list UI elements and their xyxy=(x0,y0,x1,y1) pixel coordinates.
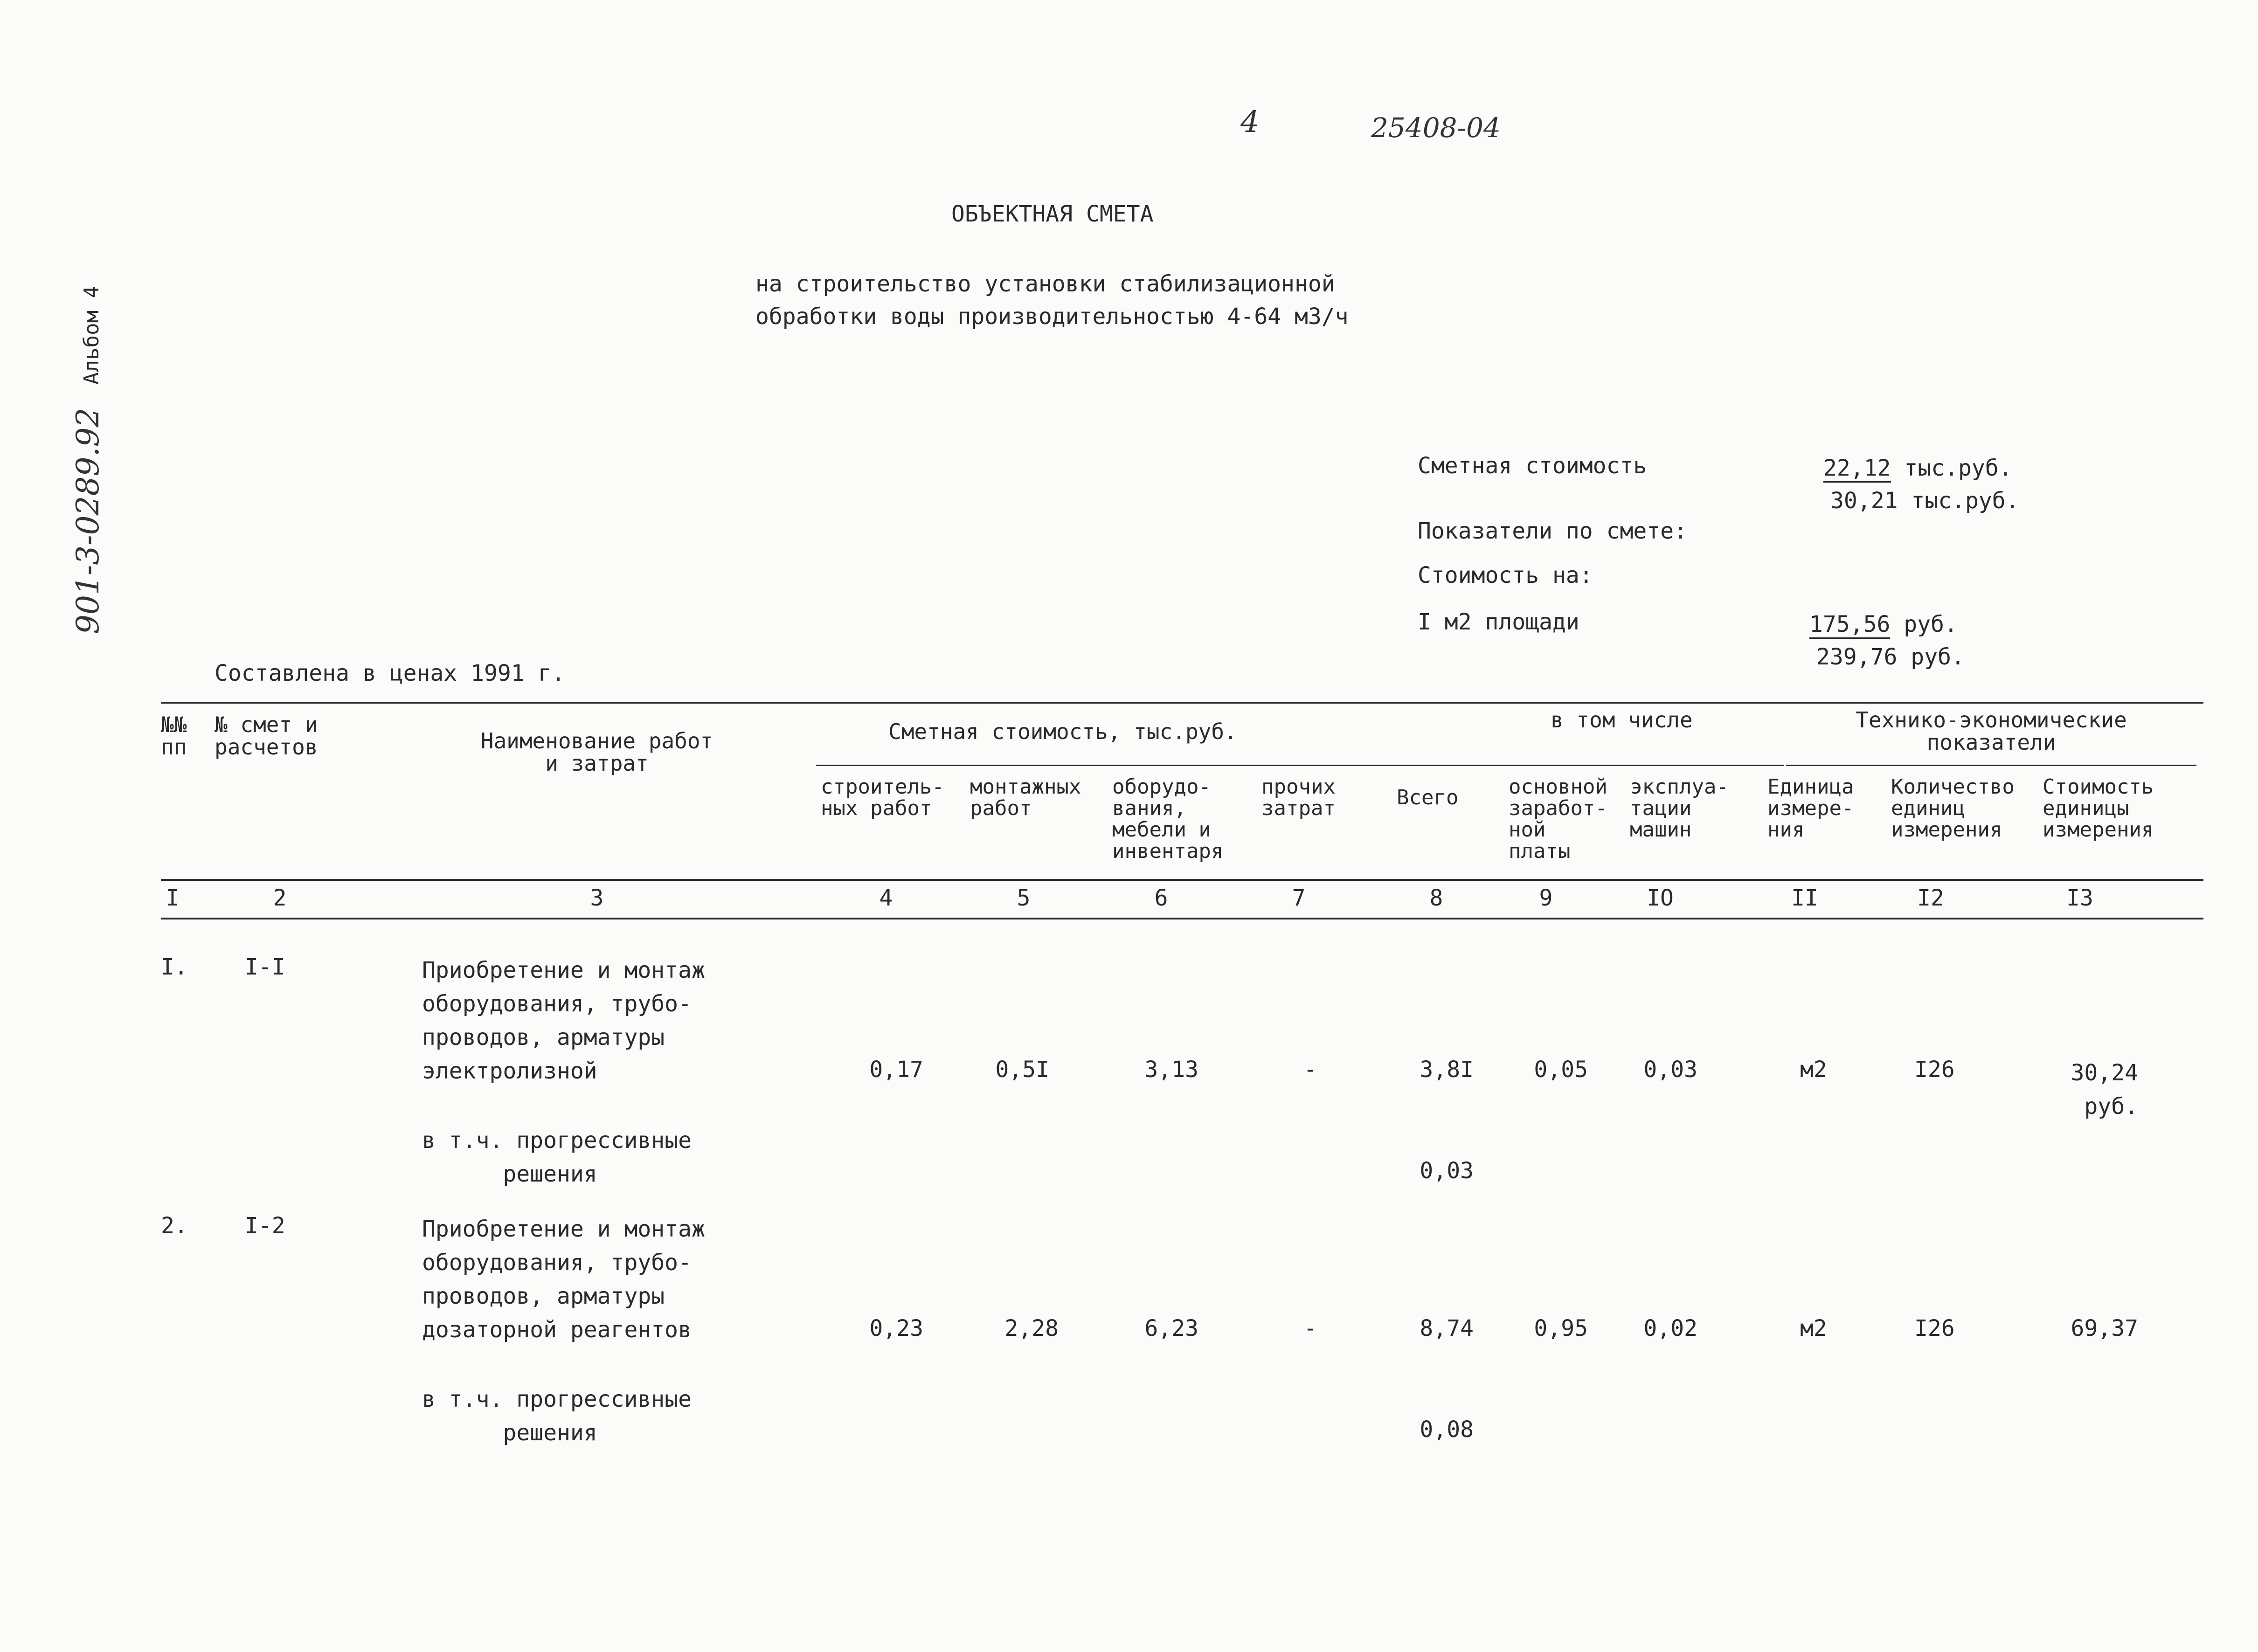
row-1-ref: I-I xyxy=(245,954,285,980)
row-2-number: 2. xyxy=(161,1213,188,1239)
row-2-other: - xyxy=(1303,1315,1317,1341)
header-unit-quantity: Количество единиц измерения xyxy=(1891,775,2015,842)
row-1-unit: м2 xyxy=(1800,1057,1827,1083)
row-2-quantity: I26 xyxy=(1914,1315,1955,1341)
column-number: 5 xyxy=(1017,885,1031,911)
row-2-unit-cost: 69,37 xyxy=(2071,1315,2138,1341)
header-unit: Единица измере- ния xyxy=(1767,775,1854,842)
area-label: I м2 площади xyxy=(1418,609,1579,635)
estimated-cost-value xyxy=(1823,455,2012,482)
estimated-cost-unit: тыс.руб. xyxy=(1904,455,2012,481)
column-number: 4 xyxy=(879,885,893,911)
header-equipment: оборудо- вания, мебели и инвентаря xyxy=(1112,775,1224,863)
row-2-progressive-total: 0,08 xyxy=(1420,1417,1474,1443)
column-number: I xyxy=(166,885,180,911)
column-number: 9 xyxy=(1539,885,1553,911)
column-number: 3 xyxy=(590,885,604,911)
column-number: 8 xyxy=(1429,885,1443,911)
cost-group-rule xyxy=(816,765,1784,766)
table-top-rule xyxy=(161,702,2203,704)
estimated-cost-value-2: 30,21 тыс.руб. xyxy=(1830,488,2019,514)
header-installation-works: монтажных работ xyxy=(970,775,1081,820)
header-work-name: Наименование работ и затрат xyxy=(480,728,713,776)
header-other-costs: прочих затрат xyxy=(1261,775,1336,820)
row-1-equipment: 3,13 xyxy=(1144,1057,1198,1083)
header-bottom-rule xyxy=(161,879,2203,881)
column-number: II xyxy=(1791,885,1818,911)
row-1-installation: 0,5I xyxy=(995,1057,1049,1083)
header-row-number: №№ пп xyxy=(161,712,187,760)
prices-note: Составлена в ценах 1991 г. xyxy=(215,660,565,686)
tech-group-rule xyxy=(1786,765,2196,766)
row-1-unit-cost: 30,24 руб. xyxy=(2071,1060,2138,1120)
side-album: Альбом 4 xyxy=(80,285,104,385)
row-2-salary: 0,95 xyxy=(1534,1315,1588,1341)
row-2-progressive-label: в т.ч. прогрессивные решения xyxy=(422,1386,692,1446)
row-1-salary: 0,05 xyxy=(1534,1057,1588,1083)
side-annotation xyxy=(70,286,106,634)
subtitle-line-2: обработки воды производительностью 4-64 м3/ч xyxy=(755,304,1349,330)
document-title: ОБЪЕКТНАЯ СМЕТА xyxy=(951,201,1154,227)
row-1-construction: 0,17 xyxy=(869,1057,923,1083)
header-construction-works: строитель- ных работ xyxy=(821,775,944,820)
header-group-technical: Технико-экономические показатели xyxy=(1856,707,2127,755)
page-number: 4 xyxy=(1240,105,1260,139)
header-group-cost: Сметная стоимость, тыс.руб. xyxy=(888,719,1237,744)
estimated-cost-label: Сметная стоимость xyxy=(1418,453,1647,479)
row-1-other: - xyxy=(1303,1057,1317,1083)
row-2-unit: м2 xyxy=(1800,1315,1827,1341)
area-cost-amount: 175,56 xyxy=(1809,611,1890,639)
header-base-salary: основной заработ- ной платы xyxy=(1509,775,1607,863)
row-2-machines: 0,02 xyxy=(1643,1315,1697,1341)
document-code: 25408-04 xyxy=(1371,112,1501,144)
column-number: 7 xyxy=(1292,885,1306,911)
column-number: I3 xyxy=(2066,885,2093,911)
row-2-name: Приобретение и монтаж оборудования, трубо- проводов, арматуры дозаторной реагентов xyxy=(422,1216,705,1343)
row-2-installation: 2,28 xyxy=(1004,1315,1059,1341)
header-estimate-ref: № смет и расчетов xyxy=(215,712,318,760)
estimated-cost-amount: 22,12 xyxy=(1823,455,1891,483)
subtitle-line-1: на строительство установки стабилизационной xyxy=(755,271,1335,297)
row-1-number: I. xyxy=(161,954,188,980)
row-1-name: Приобретение и монтаж оборудования, трубо- проводов, арматуры электролизной xyxy=(422,957,705,1084)
column-number: IO xyxy=(1647,885,1674,911)
cost-per-label: Стоимость на: xyxy=(1418,562,1593,588)
row-2-construction: 0,23 xyxy=(869,1315,923,1341)
indicators-label: Показатели по смете: xyxy=(1418,518,1687,544)
header-total: Всего xyxy=(1397,786,1459,809)
side-code: 901-3-0289.92 xyxy=(70,408,106,634)
area-cost-unit: руб. xyxy=(1904,611,1958,637)
row-1-machines: 0,03 xyxy=(1643,1057,1697,1083)
row-1-progressive-total: 0,03 xyxy=(1420,1158,1474,1184)
header-unit-cost: Стоимость единицы измерения xyxy=(2043,775,2154,842)
column-number: I2 xyxy=(1917,885,1944,911)
header-group-including: в том числе xyxy=(1551,707,1693,733)
row-2-equipment: 6,23 xyxy=(1144,1315,1198,1341)
header-machine-operation: эксплуа- тации машин xyxy=(1630,775,1729,842)
column-numbers-rule xyxy=(161,918,2203,919)
area-cost-value xyxy=(1809,611,1958,638)
row-1-progressive-label: в т.ч. прогрессивные решения xyxy=(422,1127,692,1187)
row-1-quantity: I26 xyxy=(1914,1057,1955,1083)
column-number: 2 xyxy=(273,885,287,911)
area-cost-value-2: 239,76 руб. xyxy=(1816,644,1965,670)
row-1-total: 3,8I xyxy=(1420,1057,1474,1083)
row-2-ref: I-2 xyxy=(245,1213,285,1239)
column-number: 6 xyxy=(1154,885,1168,911)
row-2-total: 8,74 xyxy=(1420,1315,1474,1341)
